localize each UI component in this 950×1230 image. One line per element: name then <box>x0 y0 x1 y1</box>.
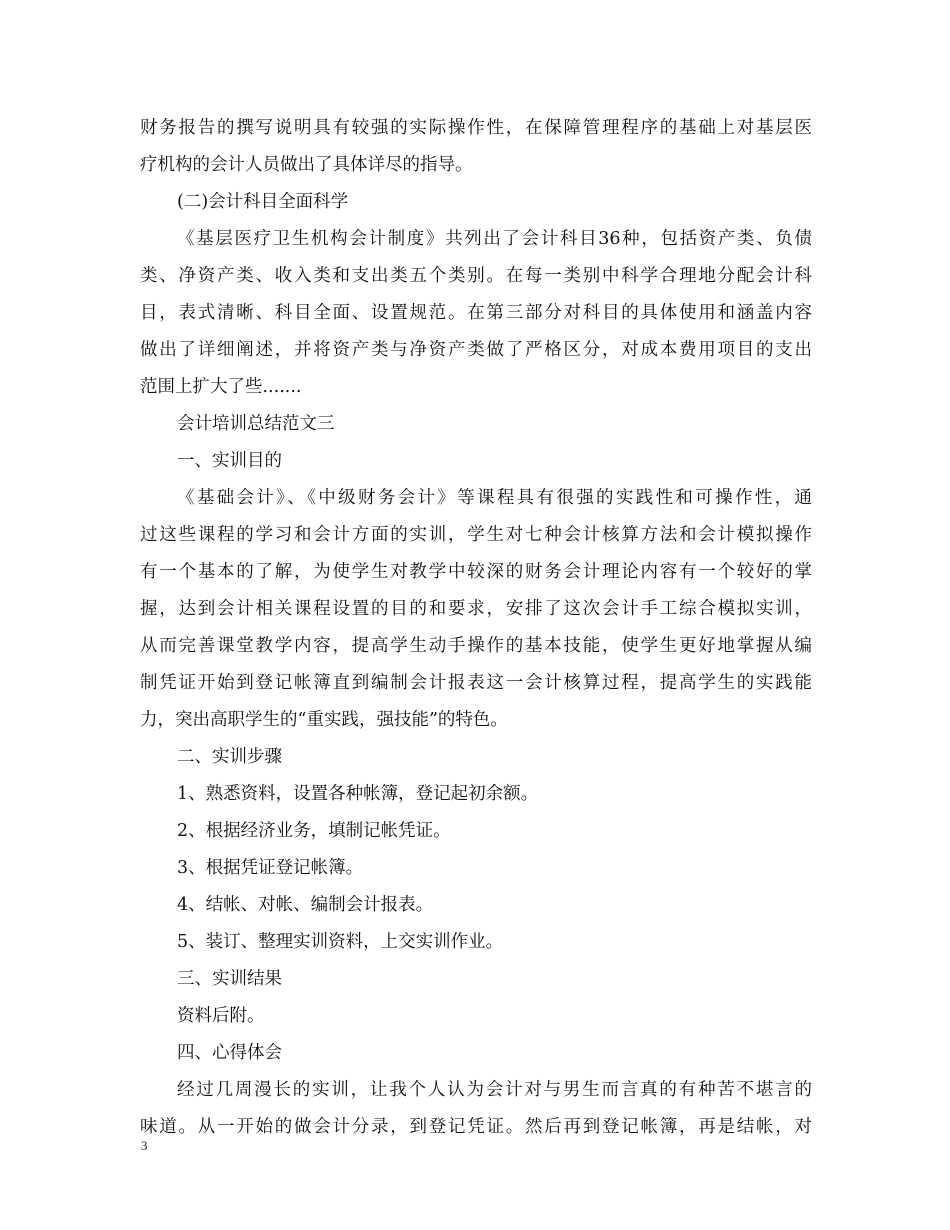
paragraph-line: 从而完善课堂教学内容，提高学生动手操作的基本技能，使学生更好地掌握从编 <box>140 636 812 656</box>
paragraph-line: 做出了详细阐述，并将资产类与净资产类做了严格区分，对成本费用项目的支出 <box>140 340 812 360</box>
document-body <box>140 110 812 1146</box>
paragraph-line: 经过几周漫长的实训，让我个人认为会计对与男生而言真的有种苦不堪言的 <box>177 1080 812 1100</box>
section-heading: (二)会计科目全面科学 <box>177 192 349 212</box>
list-item: 4、结帐、对帐、编制会计报表。 <box>177 895 434 915</box>
paragraph-line: 类、净资产类、收入类和支出类五个类别。在每一类别中科学合理地分配会计科 <box>140 266 812 286</box>
section-heading: 三、实训结果 <box>177 969 282 989</box>
section-heading: 一、实训目的 <box>177 451 282 471</box>
paragraph-line: 力，突出高职学生的“重实践，强技能”的特色。 <box>140 710 508 730</box>
list-item: 3、根据凭证登记帐簿。 <box>177 858 364 878</box>
paragraph-line: 制凭证开始到登记帐簿直到编制会计报表这一会计核算过程，提高学生的实践能 <box>140 673 812 693</box>
paragraph-line: 《基础会计》、《中级财务会计》等课程具有很强的实践性和可操作性，通 <box>177 488 812 508</box>
list-item: 2、根据经济业务，填制记帐凭证。 <box>177 821 451 841</box>
paragraph-line: 握，达到会计相关课程设置的目的和要求，安排了这次会计手工综合模拟实训， <box>140 599 812 619</box>
paragraph-line: 资料后附。 <box>177 1006 265 1026</box>
paragraph-line: 《基层医疗卫生机构会计制度》共列出了会计科目36种，包括资产类、负债 <box>177 229 812 249</box>
paragraph-line: 财务报告的撰写说明具有较强的实际操作性，在保障管理程序的基础上对基层医 <box>140 118 812 138</box>
paragraph-line: 目，表式清晰、科目全面、设置规范。在第三部分对科目的具体使用和涵盖内容 <box>140 303 812 323</box>
paragraph-line: 有一个基本的了解，为使学生对教学中较深的财务会计理论内容有一个较好的掌 <box>140 562 812 582</box>
list-item: 1、熟悉资料，设置各种帐簿，登记起初余额。 <box>177 784 539 804</box>
paragraph-line: 味道。从一开始的做会计分录，到登记凭证。然后再到登记帐簿，再是结帐，对 <box>140 1117 812 1137</box>
paragraph-line: 范围上扩大了些....... <box>140 377 302 397</box>
paragraph-line: 过这些课程的学习和会计方面的实训，学生对七种会计核算方法和会计模拟操作 <box>140 525 812 545</box>
list-item: 5、装订、整理实训资料，上交实训作业。 <box>177 932 504 952</box>
section-heading: 四、心得体会 <box>177 1043 282 1063</box>
paragraph-line: 疗机构的会计人员做出了具体详尽的指导。 <box>140 155 473 175</box>
section-heading: 二、实训步骤 <box>177 747 282 767</box>
page-number: 3 <box>141 1138 148 1153</box>
document-title: 会计培训总结范文三 <box>177 414 335 434</box>
